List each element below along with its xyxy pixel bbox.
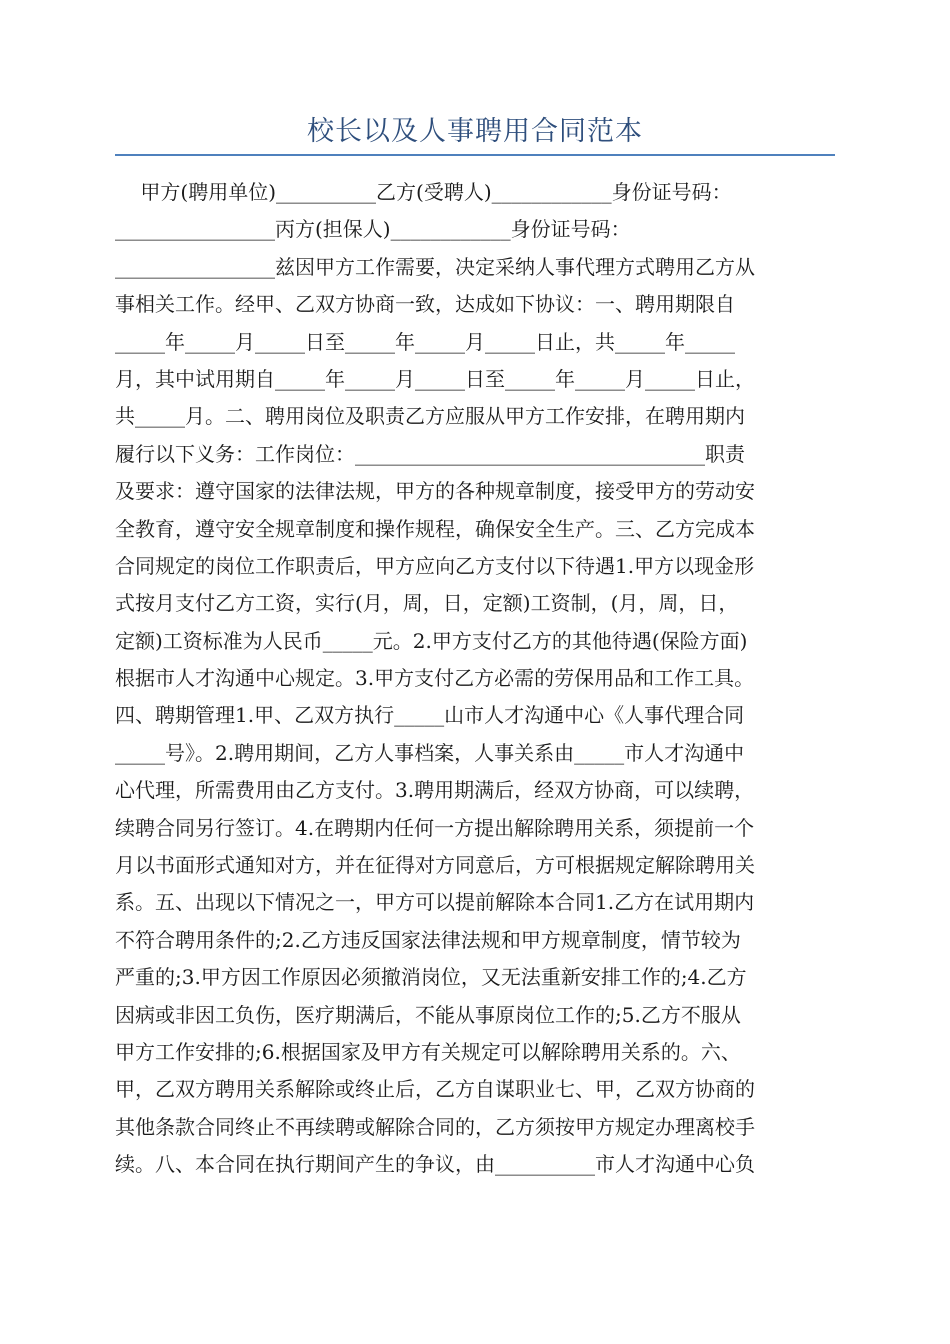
body-line: 续。八、本合同在执行期间产生的争议，由__________市人才沟通中心负	[115, 1152, 755, 1177]
body-line: 四、聘期管理1.甲、乙双方执行_____山市人才沟通中心《人事代理合同	[115, 703, 745, 728]
body-line: 履行以下义务：工作岗位：___________________________________职责	[115, 441, 745, 466]
body-line: 其他条款合同终止不再续聘或解除合同的，乙方须按甲方规定办理离校手	[115, 1114, 755, 1139]
body-line: 定额)工资标准为人民币_____元。2.甲方支付乙方的其他待遇(保险方面)	[115, 628, 748, 653]
body-line: 月，其中试用期自_____年_____月_____日至_____年_____月_____日止，	[115, 366, 755, 391]
body-line: 共_____月。二、聘用岗位及职责乙方应服从甲方工作安排，在聘用期内	[115, 404, 745, 429]
body-line: 心代理，所需费用由乙方支付。3.聘用期满后，经双方协商，可以续聘，	[115, 778, 755, 803]
title-underline	[115, 154, 835, 156]
body-line: _____号》。2.聘用期间，乙方人事档案，人事关系由_____市人才沟通中	[115, 740, 745, 765]
body-line: _____年_____月_____日至_____年_____月_____日止，共_____年_____	[115, 329, 735, 354]
body-line: 事相关工作。经甲、乙双方协商一致，达成如下协议：一、聘用期限自	[115, 292, 735, 317]
body-line: 不符合聘用条件的;2.乙方违反国家法律法规和甲方规章制度，情节较为	[115, 927, 741, 952]
body-line: 因病或非因工负伤，医疗期满后，不能从事原岗位工作的;5.乙方不服从	[115, 1002, 741, 1027]
body-line: ________________兹因甲方工作需要，决定采纳人事代理方式聘用乙方从	[115, 254, 755, 279]
body-line: 甲，乙双方聘用关系解除或终止后，乙方自谋职业七、甲，乙双方协商的	[115, 1077, 755, 1102]
body-line: 续聘合同另行签订。4.在聘期内任何一方提出解除聘用关系，须提前一个	[115, 815, 755, 840]
body-line: 合同规定的岗位工作职责后，甲方应向乙方支付以下待遇1.甲方以现金形	[115, 553, 755, 578]
contract-body	[115, 174, 835, 1184]
body-line: 月以书面形式通知对方，并在征得对方同意后，方可根据规定解除聘用关	[115, 853, 755, 878]
body-line: 严重的;3.甲方因工作原因必须撤消岗位，又无法重新安排工作的;4.乙方	[115, 965, 747, 990]
body-line: 式按月支付乙方工资，实行(月，周，日，定额)工资制，(月，周，日，	[115, 591, 739, 616]
body-line: 全教育，遵守安全规章制度和操作规程，确保安全生产。三、乙方完成本	[115, 516, 755, 541]
body-line: 系。五、出现以下情况之一，甲方可以提前解除本合同1.乙方在试用期内	[115, 890, 755, 915]
body-line: 根据市人才沟通中心规定。3.甲方支付乙方必需的劳保用品和工作工具。	[115, 666, 755, 691]
body-line: 甲方(聘用单位)__________乙方(受聘人)____________身份证号码：	[115, 180, 732, 204]
body-line: ________________丙方(担保人)____________身份证号码：	[115, 217, 631, 242]
body-line: 甲方工作安排的;6.根据国家及甲方有关规定可以解除聘用关系的。六、	[115, 1039, 741, 1064]
document-title: 校长以及人事聘用合同范本	[307, 116, 643, 147]
body-line: 及要求：遵守国家的法律法规，甲方的各种规章制度，接受甲方的劳动安	[115, 479, 755, 504]
